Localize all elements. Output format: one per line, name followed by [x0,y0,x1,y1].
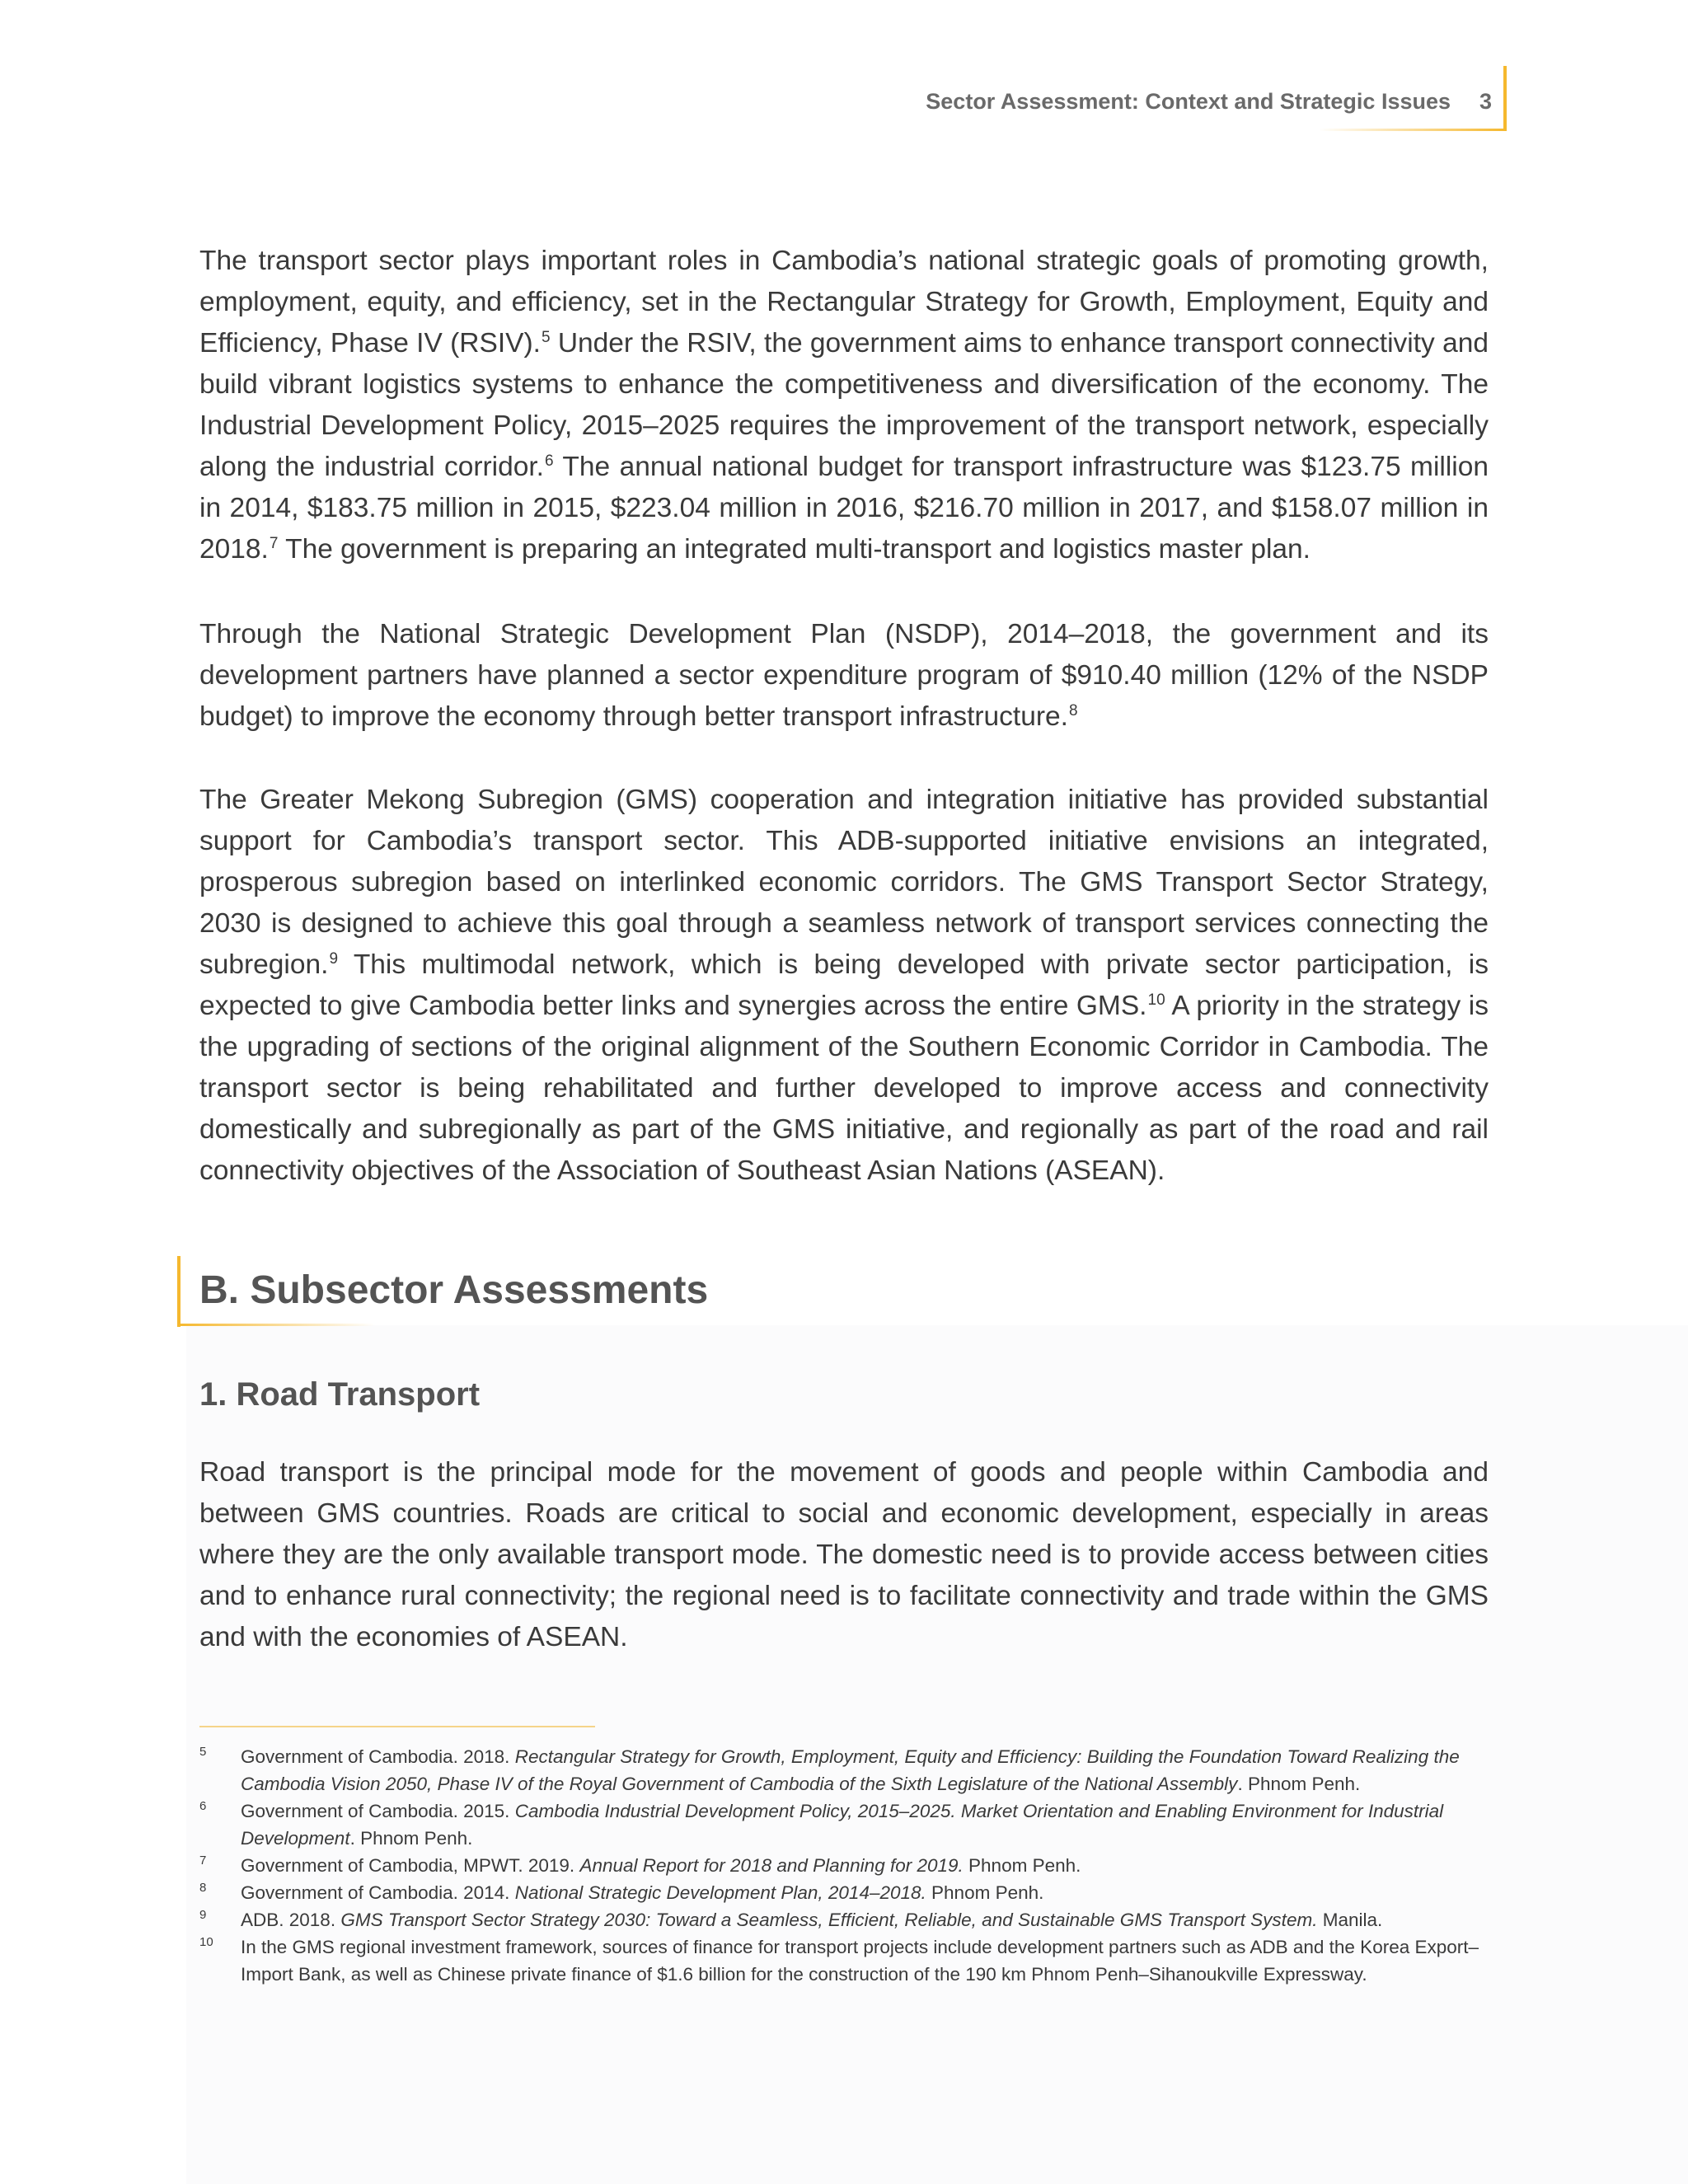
footnote-number: 10 [199,1935,213,1949]
footnote [199,1743,1493,1797]
footnote [199,1933,1493,1988]
paragraph-road-transport [199,1452,1489,1658]
footnote-ref[interactable]: 10 [1147,991,1165,1009]
footnote-ref[interactable]: 8 [1068,701,1078,719]
section-accent-horizontal-rule [177,1324,375,1326]
footnote-text: In the GMS regional investment framework, sources of finance for transport projects include development partners such as ADB and the Korea Export–Import Bank, as well as Chinese private finance of $1.6 billion for the construction of the 190 km Phnom Penh–Sihanoukville Expressway. [241,1937,1479,1985]
header-accent-horizontal-rule [1319,129,1507,131]
footnote-text: . Phnom Penh. [349,1828,473,1849]
paragraph-text: A priority in the strategy is the upgrading of sections of the original alignment of the Southern Economic Corridor in Cambodia. The transport sector is being rehabilitated and further developed to improve access and connectivity domestically and subregionally as part of the GMS initiative, and regionally as part of the road and rail connectivity objectives of the Association of Southeast Asian Nations (ASEAN). [199,991,1489,1186]
subsection-heading: 1. Road Transport [199,1376,481,1413]
footnote [199,1852,1493,1879]
footnote [199,1906,1493,1933]
footnote-ref[interactable]: 5 [541,328,551,346]
footnote-text: Phnom Penh. [926,1882,1044,1903]
footnote-text: Government of Cambodia, MPWT. 2019. [241,1855,580,1876]
footnote-citation-title: Rectangular Strategy for Growth, Employment, Equity and Efficiency: Building the Foundation Toward Realizing the Cambodia Vision 2050, Phase IV of the Royal Government of Cambodia of the Sixth Legislature of the National Assembly [241,1746,1460,1794]
section-accent-vertical-rule [177,1256,181,1327]
page-number: 3 [1479,89,1492,114]
paragraph-text: The Greater Mekong Subregion (GMS) cooperation and integration initiative has provided substantial support for Cambodia’s transport sector. This ADB-supported initiative envisions an integrated, prosperous subregion based on interlinked economic corridors. The GMS Transport Sector Strategy, 2030 is designed to achieve this goal through a seamless network of transport services connecting the subregion. [199,785,1489,980]
footnote-number: 8 [199,1881,207,1895]
footnote-number: 5 [199,1745,207,1759]
footnote-text: Government of Cambodia. 2018. [241,1746,515,1767]
paragraph-text: This multimodal network, which is being developed with private sector participation, is expected to give Cambodia better links and synergies across the entire GMS. [199,949,1489,1021]
footnote [199,1797,1493,1852]
paragraph-text: Road transport is the principal mode for the movement of goods and people within Cambodia and between GMS countries. Roads are critical to social and economic development, especially in areas where they are the only available transport mode. The domestic need is to provide access between cities and to enhance rural connectivity; the regional need is to facilitate connectivity and trade within the GMS and with the economies of ASEAN. [199,1457,1489,1652]
paragraph-text: The transport sector plays important roles in Cambodia’s national strategic goals of promoting growth, employment, equity, and efficiency, set in the Rectangular Strategy for Growth, Employment, Equity and Efficiency, Phase IV (RSIV). [199,246,1489,359]
footnote-text: Government of Cambodia. 2015. [241,1801,515,1821]
footnote-citation-title: Annual Report for 2018 and Planning for 2019. [579,1855,964,1876]
footnotes [199,1743,1493,1988]
paragraph-text: The government is preparing an integrated multi-transport and logistics master plan. [278,534,1311,565]
paragraph-text: Under the RSIV, the government aims to enhance transport connectivity and build vibrant logistics systems to enhance the competitiveness and diversification of the economy. The Industrial Development Policy, 2015–2025 requires the improvement of the transport network, especially along the industrial corridor. [199,328,1489,482]
paragraph-nsdp [199,614,1489,738]
footnote-text: . Phnom Penh. [1237,1774,1361,1794]
footnote-number: 9 [199,1908,207,1922]
running-header-title: Sector Assessment: Context and Strategic Issues [926,89,1451,114]
footnote-separator [199,1726,595,1727]
footnote-text: Government of Cambodia. 2014. [241,1882,515,1903]
footnote-text: ADB. 2018. [241,1910,341,1930]
paragraph-text: Through the National Strategic Development Plan (NSDP), 2014–2018, the government and its development partners have planned a sector expenditure program of $910.40 million (12% of the NSDP budget) to improve the economy through better transport infrastructure. [199,619,1489,732]
footnote-text: Manila. [1317,1910,1383,1930]
section-heading: B. Subsector Assessments [199,1268,709,1312]
footnote [199,1879,1493,1906]
footnote-ref[interactable]: 6 [544,452,554,470]
header-accent-vertical-rule [1503,66,1507,130]
footnote-citation-title: Cambodia Industrial Development Policy, 2015–2025. Market Orientation and Enabling Environment for Industrial Development [241,1801,1444,1849]
footnote-number: 6 [199,1799,207,1813]
footnote-text: Phnom Penh. [963,1855,1081,1876]
footnote-ref[interactable]: 9 [329,949,339,968]
footnote-ref[interactable]: 7 [269,534,279,552]
footnote-citation-title: GMS Transport Sector Strategy 2030: Toward a Seamless, Efficient, Reliable, and Sustainable GMS Transport System. [340,1910,1318,1930]
footnote-citation-title: National Strategic Development Plan, 2014–2018. [514,1882,926,1903]
paragraph-gms [199,780,1489,1192]
paragraph-transport-sector-roles [199,241,1489,570]
footnote-number: 7 [199,1854,207,1868]
paragraph-text: The annual national budget for transport infrastructure was $123.75 million in 2014, $183.75 million in 2015, $223.04 million in 2016, $216.70 million in 2017, and $158.07 million in 2018. [199,452,1489,565]
